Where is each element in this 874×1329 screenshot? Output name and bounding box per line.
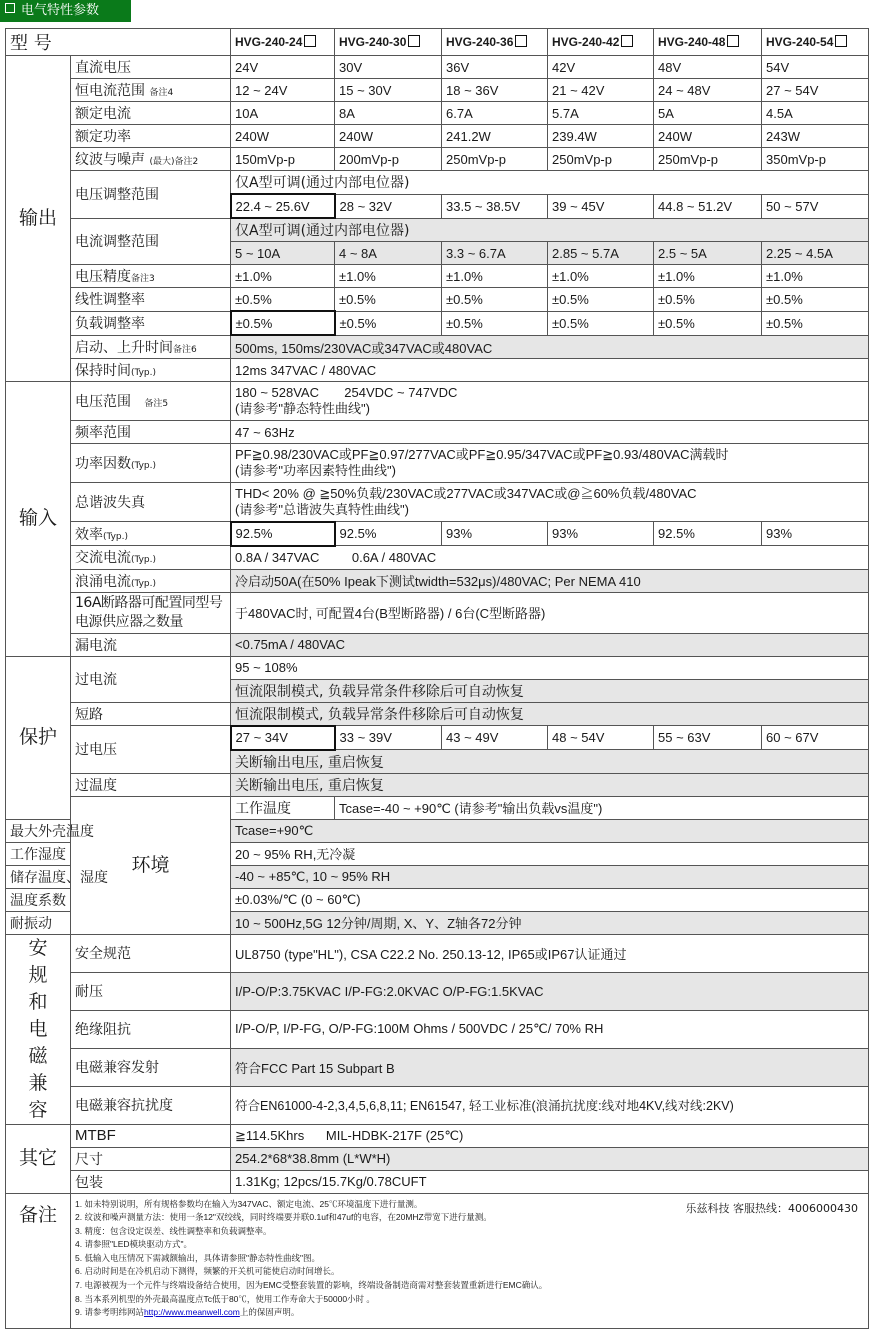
cell: 恒流限制模式, 负载异常条件移除后可自动恢复 xyxy=(231,679,869,702)
cell: 4.5A xyxy=(762,102,869,125)
output-line-reg-row xyxy=(6,288,869,312)
note-item: 6. 启动时间是在冷机启动下测得，频繁的开关机可能使启动时间增长。 xyxy=(75,1266,340,1277)
row-label: 额定功率 xyxy=(71,125,231,148)
cell: 500ms, 150ms/230VAC或347VAC或480VAC xyxy=(231,335,869,359)
model-3: HVG-240-36 xyxy=(442,29,548,56)
cell: 冷启动50A(在50% Ipeak下测试twidth=532μs)/480VAC; Per NEMA 410 xyxy=(231,569,869,592)
cell: ±0.5% xyxy=(548,311,654,335)
output-dc-voltage-row xyxy=(6,56,869,79)
output-setup-row xyxy=(6,335,869,359)
cell: 200mVp-p xyxy=(335,148,442,171)
cell: 6.7A xyxy=(442,102,548,125)
input-breaker-row xyxy=(6,592,869,633)
others-mtbf-row xyxy=(6,1124,869,1147)
cell: 符合FCC Part 15 Subpart B xyxy=(231,1048,869,1086)
model-label: 型 号 xyxy=(6,29,231,56)
cell: ±0.5% xyxy=(231,288,335,312)
prot-sc-row xyxy=(6,702,869,726)
row-label: 工作湿度 xyxy=(6,842,71,865)
cell: ±0.5% xyxy=(762,288,869,312)
cell: 42V xyxy=(548,56,654,79)
checkbox-icon xyxy=(304,35,316,47)
row-label: 16A断路器可配置同型号电源供应器之数量 xyxy=(71,592,231,633)
cell: 44.8 ~ 51.2V xyxy=(654,194,762,218)
row-label: 包装 xyxy=(71,1170,231,1193)
output-hold-row xyxy=(6,359,869,382)
notes-row xyxy=(6,1193,869,1328)
cell: 0.8A / 347VAC 0.6A / 480VAC xyxy=(231,546,869,570)
output-ripple-row xyxy=(6,148,869,171)
safety-withstand-row xyxy=(6,972,869,1010)
cell: ±0.5% xyxy=(762,311,869,335)
cell: 254.2*68*38.8mm (L*W*H) xyxy=(231,1147,869,1170)
cell: 240W xyxy=(231,125,335,148)
row-label: 额定电流 xyxy=(71,102,231,125)
env-temp-row xyxy=(6,796,869,819)
model-6: HVG-240-54 xyxy=(762,29,869,56)
safety-std-row xyxy=(6,934,869,972)
cell: 2.5 ~ 5A xyxy=(654,242,762,265)
cell: 恒流限制模式, 负载异常条件移除后可自动恢复 xyxy=(231,702,869,726)
note-item: 4. 请参照"LED模块驱动方式"。 xyxy=(75,1239,193,1250)
row-label: 恒电流范围 备注4 xyxy=(71,79,231,102)
cell: ±1.0% xyxy=(335,265,442,288)
output-cc-range-row xyxy=(6,79,869,102)
row-label: 电压调整范围 xyxy=(71,171,231,219)
prot-ov-row xyxy=(6,726,869,750)
cell: 36V xyxy=(442,56,548,79)
cell: 5 ~ 10A xyxy=(231,242,335,265)
output-iadj-row xyxy=(6,218,869,242)
row-label: 电磁兼容抗扰度 xyxy=(71,1086,231,1124)
cell: ±0.5% xyxy=(335,288,442,312)
cell: 22.4 ~ 25.6V xyxy=(231,194,335,218)
row-label: 纹波与噪声 (最大)备注2 xyxy=(71,148,231,171)
cell: Tcase=-40 ~ +90℃ (请参考"输出负载vs温度") xyxy=(335,796,869,819)
row-label: 过电压 xyxy=(71,726,231,774)
cell: ≧114.5Khrs MIL-HDBK-217F (25℃) xyxy=(231,1124,869,1147)
section-safety: 安规和电磁兼容 xyxy=(6,934,71,1124)
row-label: 储存温度、湿度 xyxy=(6,865,71,888)
model-4: HVG-240-42 xyxy=(548,29,654,56)
row-label: 过电流 xyxy=(71,656,231,702)
others-pack-row xyxy=(6,1170,869,1193)
cell: 12ms 347VAC / 480VAC xyxy=(231,359,869,382)
cell: 93% xyxy=(762,522,869,546)
cell: UL8750 (type"HL"), CSA C22.2 No. 250.13-12, IP65或IP67认证通过 xyxy=(231,934,869,972)
cell: I/P-O/P:3.75KVAC I/P-FG:2.0KVAC O/P-FG:1.5KVAC xyxy=(231,972,869,1010)
cell: 350mVp-p xyxy=(762,148,869,171)
note-item: 7. 电源被视为一个元件与终端设备结合使用，因为EMC受整套装置的影响，终端设备制造商需对整套装置重新进行EMC确认。 xyxy=(75,1280,548,1291)
input-freq-row xyxy=(6,421,869,444)
row-label: 电压精度备注3 xyxy=(71,265,231,288)
cell: 5A xyxy=(654,102,762,125)
cell: 47 ~ 63Hz xyxy=(231,421,869,444)
cell: 50 ~ 57V xyxy=(762,194,869,218)
row-label: 过温度 xyxy=(71,773,231,796)
cell: 43 ~ 49V xyxy=(442,726,548,750)
cell: 241.2W xyxy=(442,125,548,148)
row-label: 保持时间(Typ.) xyxy=(71,359,231,382)
others-dim-row xyxy=(6,1147,869,1170)
cell: 240W xyxy=(335,125,442,148)
row-label: 功率因数(Typ.) xyxy=(71,444,231,483)
input-ac-current-row xyxy=(6,546,869,570)
note-item: 9. 请参考明纬网站http://www.meanwell.com上的保固声明。 xyxy=(75,1307,300,1318)
note-item: 2. 纹波和噪声测量方法：使用一条12"双绞线，同时终端要并联0.1uf和47uf的电容，在20MHZ带宽下进行量测。 xyxy=(75,1212,492,1223)
cell: ±0.5% xyxy=(335,311,442,335)
cell: 3.3 ~ 6.7A xyxy=(442,242,548,265)
row-label: 总谐波失真 xyxy=(71,483,231,522)
row-label: 尺寸 xyxy=(71,1147,231,1170)
cell: ±0.5% xyxy=(654,311,762,335)
cell: ±1.0% xyxy=(762,265,869,288)
model-2: HVG-240-30 xyxy=(335,29,442,56)
checkbox-icon xyxy=(408,35,420,47)
row-label: 耐压 xyxy=(71,972,231,1010)
safety-iso-row xyxy=(6,1010,869,1048)
cell: 关断输出电压, 重启恢复 xyxy=(231,773,869,796)
row-label: 漏电流 xyxy=(71,633,231,656)
cell: 4 ~ 8A xyxy=(335,242,442,265)
cell: 27 ~ 34V xyxy=(231,726,335,750)
input-thd-row xyxy=(6,483,869,522)
output-vtol-row xyxy=(6,265,869,288)
prot-ot-row xyxy=(6,773,869,796)
square-icon xyxy=(5,3,15,13)
output-vadj-row xyxy=(6,171,869,195)
cell: 93% xyxy=(442,522,548,546)
row-label: 交流电流(Typ.) xyxy=(71,546,231,570)
row-label: 短路 xyxy=(71,702,231,726)
note-item: 8. 当本系列机型的外壳最高温度点Tc低于80℃，使用工作寿命大于50000小时 。 xyxy=(75,1293,375,1304)
row-label: 频率范围 xyxy=(71,421,231,444)
cell: 33.5 ~ 38.5V xyxy=(442,194,548,218)
cell: 10 ~ 500Hz,5G 12分钟/周期, X、Y、Z轴各72分钟 xyxy=(231,911,869,934)
cell: 24 ~ 48V xyxy=(654,79,762,102)
row-label: 效率(Typ.) xyxy=(71,522,231,546)
spec-table xyxy=(5,28,869,1329)
row-label: 绝缘阻抗 xyxy=(71,1010,231,1048)
cell: 20 ~ 95% RH,无冷凝 xyxy=(231,842,869,865)
safety-emission-row xyxy=(6,1048,869,1086)
row-label: 安全规范 xyxy=(71,934,231,972)
cell: 250mVp-p xyxy=(442,148,548,171)
cell: 30V xyxy=(335,56,442,79)
prot-oc-row xyxy=(6,656,869,679)
row-label: 耐振动 xyxy=(6,911,71,934)
cell: 8A xyxy=(335,102,442,125)
cell: 关断输出电压, 重启恢复 xyxy=(231,750,869,774)
input-inrush-row xyxy=(6,569,869,592)
cell: -40 ~ +85℃, 10 ~ 95% RH xyxy=(231,865,869,888)
cell: 符合EN61000-4-2,3,4,5,6,8,11; EN61547, 轻工业标准(浪涌抗扰度:线对地4KV,线对线:2KV) xyxy=(231,1086,869,1124)
checkbox-icon xyxy=(515,35,527,47)
cell: 仅A型可调(通过内部电位器) xyxy=(231,218,869,242)
model-5: HVG-240-48 xyxy=(654,29,762,56)
row-label: 电压范围 备注5 xyxy=(71,382,231,421)
cell: ±1.0% xyxy=(654,265,762,288)
cell: PF≧0.98/230VAC或PF≧0.97/277VAC或PF≧0.95/347VAC或PF≧0.93/480VAC满载时 (请参考"功率因素特性曲线") xyxy=(231,444,869,483)
row-label: 浪涌电流(Typ.) xyxy=(71,569,231,592)
cell: 55 ~ 63V xyxy=(654,726,762,750)
cell: ±0.5% xyxy=(548,288,654,312)
section-input: 输入 xyxy=(6,382,71,657)
cell: 39 ~ 45V xyxy=(548,194,654,218)
cell: <0.75mA / 480VAC xyxy=(231,633,869,656)
cell: I/P-O/P, I/P-FG, O/P-FG:100M Ohms / 500VDC / 25℃/ 70% RH xyxy=(231,1010,869,1048)
hotline: 乐兹科技 客服热线：4006000430 xyxy=(685,1201,859,1215)
cell: 92.5% xyxy=(231,522,335,546)
cell: 92.5% xyxy=(335,522,442,546)
cell: ±0.5% xyxy=(654,288,762,312)
input-vrange-row xyxy=(6,382,869,421)
cell: 95 ~ 108% xyxy=(231,656,869,679)
cell: 1.31Kg; 12pcs/15.7Kg/0.78CUFT xyxy=(231,1170,869,1193)
row-label: 最大外壳温度 xyxy=(6,819,71,842)
cell: 21 ~ 42V xyxy=(548,79,654,102)
cell: 2.25 ~ 4.5A xyxy=(762,242,869,265)
output-load-reg-row xyxy=(6,311,869,335)
note-item: 3. 精度：包含设定误差、线性调整率和负载调整率。 xyxy=(75,1225,272,1236)
row-label: 工作温度 xyxy=(231,796,335,819)
notes-cell xyxy=(71,1193,869,1328)
section-notes: 备注 xyxy=(6,1193,71,1328)
cell: 92.5% xyxy=(654,522,762,546)
cell: 33 ~ 39V xyxy=(335,726,442,750)
row-label: 启动、上升时间备注6 xyxy=(71,335,231,359)
note-item: 5. 低输入电压情况下需减额输出，具体请参照"静态特性曲线"图。 xyxy=(75,1252,320,1263)
input-leakage-row xyxy=(6,633,869,656)
checkbox-icon xyxy=(621,35,633,47)
cell: 240W xyxy=(654,125,762,148)
model-1: HVG-240-24 xyxy=(231,29,335,56)
cell: 54V xyxy=(762,56,869,79)
note-item: 1. 如未特别说明，所有规格参数均在输入为347VAC、额定电流、25℃环境温度下进行量测。 xyxy=(75,1198,423,1209)
cell: 60 ~ 67V xyxy=(762,726,869,750)
cell: 于480VAC时, 可配置4台(B型断路器) / 6台(C型断路器) xyxy=(231,592,869,633)
section-header-title: 电气特性参数 xyxy=(21,3,100,18)
cell: 239.4W xyxy=(548,125,654,148)
row-label: 电磁兼容发射 xyxy=(71,1048,231,1086)
row-label: 线性调整率 xyxy=(71,288,231,312)
cell: 10A xyxy=(231,102,335,125)
row-label: 电流调整范围 xyxy=(71,218,231,265)
cell: ±0.5% xyxy=(442,288,548,312)
row-label: 直流电压 xyxy=(71,56,231,79)
cell: Tcase=+90℃ xyxy=(231,819,869,842)
safety-immunity-row xyxy=(6,1086,869,1124)
cell: 2.85 ~ 5.7A xyxy=(548,242,654,265)
cell: 150mVp-p xyxy=(231,148,335,171)
checkbox-icon xyxy=(727,35,739,47)
section-environment: 环境 xyxy=(71,796,231,934)
model-row xyxy=(6,29,869,56)
cell: 48V xyxy=(654,56,762,79)
cell: ±0.5% xyxy=(442,311,548,335)
row-label: 负载调整率 xyxy=(71,311,231,335)
cell: 18 ~ 36V xyxy=(442,79,548,102)
cell: 250mVp-p xyxy=(654,148,762,171)
cell: 93% xyxy=(548,522,654,546)
cell: ±0.5% xyxy=(231,311,335,335)
cell: 27 ~ 54V xyxy=(762,79,869,102)
row-label: MTBF xyxy=(71,1124,231,1147)
section-others: 其它 xyxy=(6,1124,71,1193)
cell: ±1.0% xyxy=(548,265,654,288)
cell: 250mVp-p xyxy=(548,148,654,171)
input-eff-row xyxy=(6,522,869,546)
cell: 48 ~ 54V xyxy=(548,726,654,750)
checkbox-icon xyxy=(835,35,847,47)
input-pf-row xyxy=(6,444,869,483)
cell: ±1.0% xyxy=(231,265,335,288)
section-protection: 保护 xyxy=(6,656,71,819)
row-label: 温度系数 xyxy=(6,888,71,911)
cell: ±0.03%/℃ (0 ~ 60℃) xyxy=(231,888,869,911)
cell: THD< 20% @ ≧50%负载/230VAC或277VAC或347VAC或@≧60%负载/480VAC (请参考"总谐波失真特性曲线") xyxy=(231,483,869,522)
website-link[interactable]: http://www.meanwell.com xyxy=(143,1307,240,1318)
section-output: 输出 xyxy=(6,56,71,382)
output-rated-power-row xyxy=(6,125,869,148)
cell: 12 ~ 24V xyxy=(231,79,335,102)
cell: ±1.0% xyxy=(442,265,548,288)
cell: 5.7A xyxy=(548,102,654,125)
cell: 24V xyxy=(231,56,335,79)
section-header xyxy=(0,0,131,22)
cell: 243W xyxy=(762,125,869,148)
cell: 28 ~ 32V xyxy=(335,194,442,218)
cell: 仅A型可调(通过内部电位器) xyxy=(231,171,869,195)
output-rated-current-row xyxy=(6,102,869,125)
cell: 15 ~ 30V xyxy=(335,79,442,102)
cell: 180 ~ 528VAC 254VDC ~ 747VDC (请参考"静态特性曲线") xyxy=(231,382,869,421)
